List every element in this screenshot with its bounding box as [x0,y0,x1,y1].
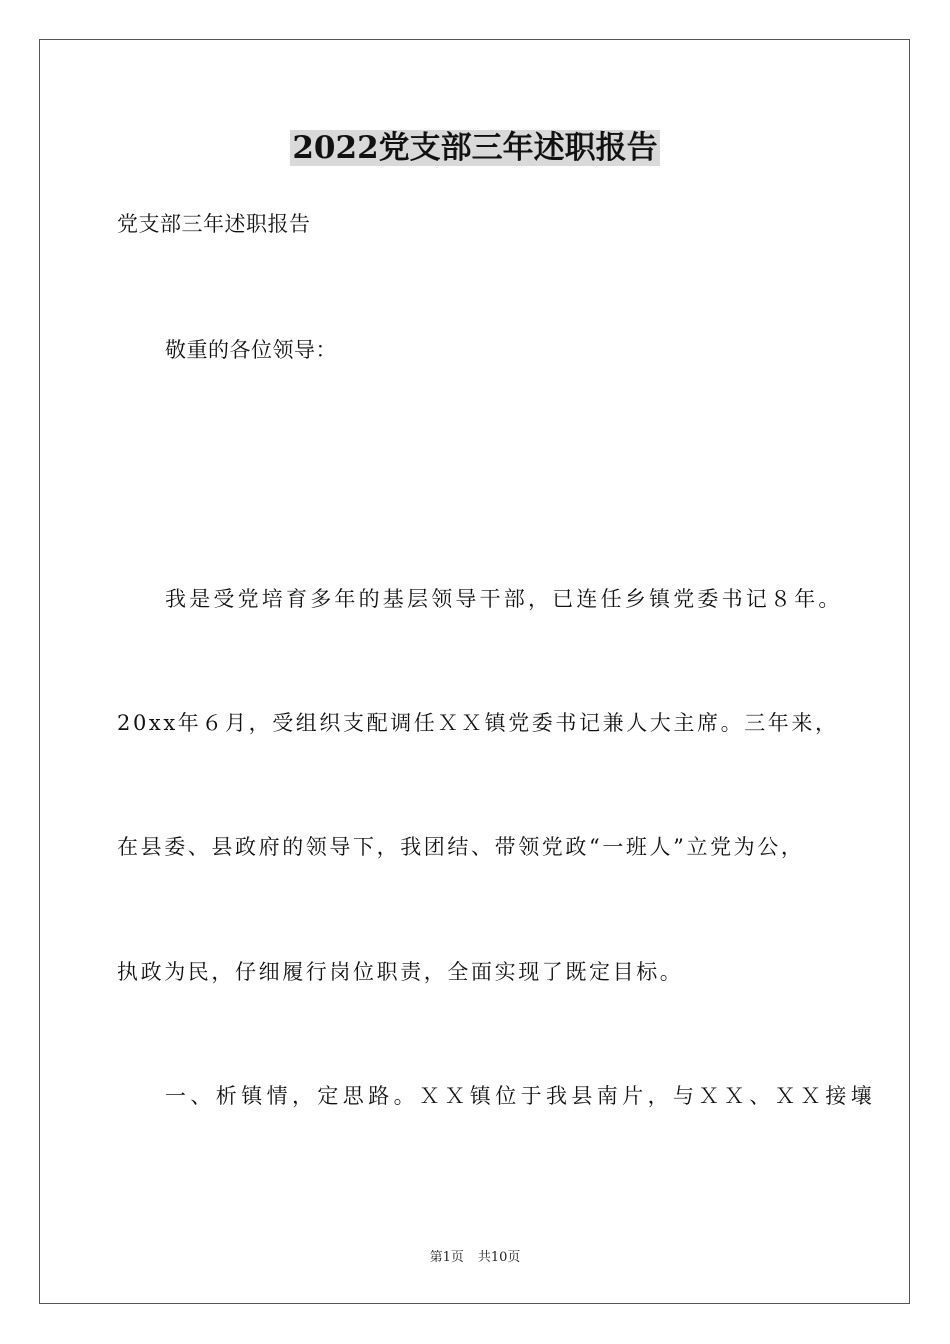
paragraph-line-5: 一、析镇情，定思路。ＸＸ镇位于我县南片，与ＸＸ、ＸＸ接壤 [165,1084,877,1108]
paragraph-line-3: 在县委、县政府的领导下，我团结、带领党政“一班人”立党为公， [117,835,805,859]
document-subtitle: 党支部三年述职报告 [117,212,311,236]
paragraph-line-1: 我是受党培育多年的基层领导干部，已连任乡镇党委书记８年。 [165,587,843,611]
salutation: 敬重的各位领导： [165,338,337,362]
page-footer [0,1249,950,1267]
page-number: 第1页 [429,1250,464,1265]
page-total: 共10页 [477,1250,521,1265]
paragraph-line-4: 执政为民，仔细履行岗位职责，全面实现了既定目标。 [117,960,684,984]
document-title-text: 2022党支部三年述职报告 [292,130,658,166]
paragraph-line-2: 20xx年６月，受组织支配调任ＸＸ镇党委书记兼人大主席。三年来， [117,711,839,735]
document-title [0,128,950,168]
